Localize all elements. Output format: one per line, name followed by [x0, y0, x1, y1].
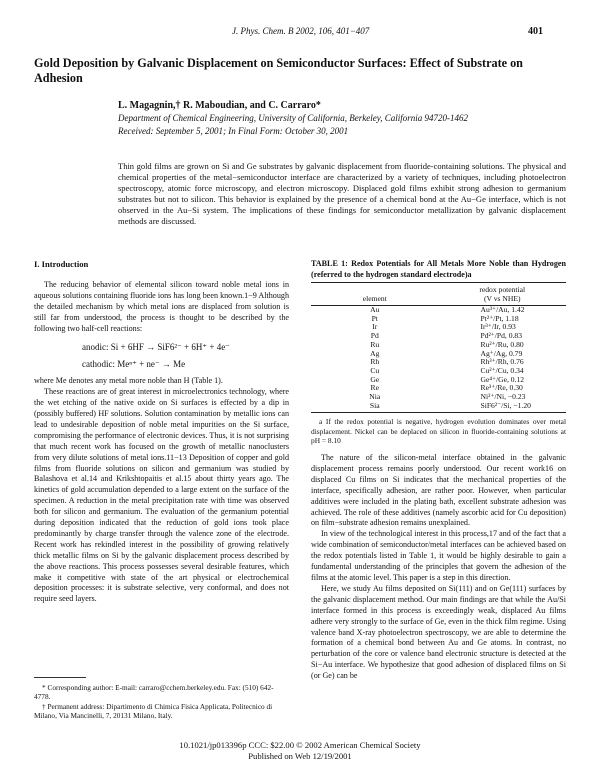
running-header: [0, 26, 600, 40]
footnote-permanent-address: † Permanent address: Dipartimento di Chimica Fisica Applicata, Politecnico di Milano, Via Mancinelli, 7, 20131 Milano, Italy.: [34, 701, 273, 720]
table-cell-element: Ag: [370, 348, 380, 358]
intro-paragraph-3: These reactions are of great interest in microelectronics technology, where the wet etching of the native oxide on Si surfaces is effected by a dip in (possibly buffered) HF solutions. Solution contamination by metallic ions can lead to undesirable deposition of noble metal impurities on the Si surface, compromising the performance of electronic devices. Thus, it is not surprising that much recent work has focused on the growth of metallic nanoclusters from very dilute solutions of metal ions.11−13 Deposition of copper and gold films from fluoride solutions on silicon and germanium was studied by Balashova et al.14 and Krikshtopaitis et al.15 about thirty years ago. The kinetics of gold accumulation depended to a large extent on the surface of the specimen. A reduction in the metal precipitation rate with time was observed both for silicon and germanium. The evaluation of the germanium potential during deposition indicated that the reduction of gold ions took place predominantly by charge transfer through the valence zone of the electrode. Recent work has rekindled interest in the possibility of growing relatively thick metallic films on Si by the galvanic displacement process described by the above reactions. This process possesses several desirable features, which make it competitive with state of the art physical or electrochemical deposition processes: it is substrate selective, very conformal, and does not require seed layers.: [34, 387, 289, 604]
table-cell-element: Cu: [370, 365, 380, 375]
right-paragraph-1: The nature of the silicon-metal interface obtained in the galvanic displacement process remains poorly understood. Our recent work16 on displaced Cu films on Si indicates that the mechanical properties of the interface, specifically adhesion, are rather poor. However, when particular additives were included in the plating bath, excellent substrate adhesion was achieved. The role of these additives (namely ascorbic acid for Cu deposition) on film−substrate adhesion remains unexplained.: [311, 453, 566, 528]
author-list: L. Magagnin,† R. Maboudian, and C. Carraro*: [118, 100, 321, 111]
doi-copyright-line: 10.1021/jp013396p CCC: $22.00 © 2002 American Chemical Society: [179, 740, 421, 750]
footnotes: [34, 683, 289, 720]
left-column: [34, 259, 289, 605]
table-cell-potential: Ir³⁺/Ir, 0.93: [480, 322, 516, 332]
table-row: [311, 350, 566, 359]
journal-citation: J. Phys. Chem. B 2002, 106, 401−407: [232, 26, 370, 36]
table-cell-element: Ge: [370, 374, 380, 384]
table-cell-element: Ir: [372, 322, 378, 332]
table-caption: TABLE 1: Redox Potentials for All Metals More Noble than Hydrogen (referred to the hydrogen standard electrode)a: [311, 259, 566, 279]
affiliation: Department of Chemical Engineering, University of California, Berkeley, California 94720-1462: [118, 113, 468, 123]
table-cell-potential: Pt²⁺/Pt, 1.18: [480, 313, 519, 323]
half-cell-equations: [34, 342, 289, 370]
table-row: [311, 402, 566, 413]
table-cell-element: Pt: [371, 313, 378, 323]
table-cell-potential: Ni²⁺/Ni, −0.23: [480, 392, 526, 402]
table-row: [311, 367, 566, 376]
right-paragraph-3: Here, we study Au films deposited on Si(111) and on Ge(111) surfaces by the galvanic displacement method. Our main findings are that while the Au/Si interface formed in this process is exceedingly weak, displaced Au films adhere very strongly to the surface of Ge, even in the thick film regime. Using valence band X-ray photoelectron spectroscopy, we are able to determine the formation of a chemical bond between Au and Ge atoms. In contrast, no perturbation of the core or valence band electronic structure is detected at the Si−Au interface. We hypothesize that good adhesion of displaced films on Si (or Ge) can be: [311, 583, 566, 681]
footnote-corresponding-author: * Corresponding author: E-mail: carraro@cchem.berkeley.edu. Fax: (510) 642-4778.: [34, 683, 274, 702]
table-header-element: element: [311, 283, 439, 306]
table-cell-element: Au: [370, 305, 380, 314]
table-row: [311, 341, 566, 350]
table-row: [311, 384, 566, 393]
table-body: [311, 306, 566, 413]
table-cell-potential: Ru²⁺/Ru, 0.80: [480, 339, 524, 349]
section-heading-introduction: I. Introduction: [34, 259, 89, 269]
intro-paragraph-1: The reducing behavior of elemental silicon toward noble metal ions in aqueous solutions containing fluoride ions has long been known.1−9 Although the detailed mechanism by which metal ions are displaced from solution is still far from understood, the process is thought to be described by the following two half-cell reactions:: [34, 279, 289, 333]
table-row: [311, 323, 566, 332]
table-header-potential-line1: redox potential: [479, 285, 526, 294]
table-cell-element: Ru: [370, 339, 380, 349]
right-column: [311, 259, 566, 682]
page-number: 401: [528, 26, 543, 37]
table-cell-potential: Pd²⁺/Pd, 0.83: [480, 331, 523, 341]
received-dates: Received: September 5, 2001; In Final Form: October 30, 2001: [118, 126, 349, 136]
table-cell-potential: Cu²⁺/Cu, 0.34: [480, 365, 524, 375]
footnote-rule: [34, 677, 86, 678]
table-cell-element: Pd: [370, 331, 379, 341]
article-title: Gold Deposition by Galvanic Displacement on Semiconductor Surfaces: Effect of Substrate on Adhesion: [34, 56, 523, 85]
redox-potential-table: [311, 282, 566, 413]
table-cell-potential: Rh³⁺/Rh, 0.76: [480, 357, 524, 367]
page-footer: [0, 740, 600, 762]
table-row: [311, 332, 566, 341]
table-note: a If the redox potential is negative, hydrogen evolution dominates over metal displacement. Nickel can be deplaced on silicon in fluoride-containing solutions at pH = 8.10: [311, 417, 566, 445]
table-cell-element: Sia: [311, 402, 439, 413]
table-row: [311, 306, 566, 315]
table-row: [311, 376, 566, 385]
table-cell-element: Re: [370, 383, 379, 393]
table-cell-element: Nia: [369, 392, 381, 402]
table-header-potential: [439, 283, 567, 306]
equation-anodic: anodic: Si + 6HF → SiF6²⁻ + 6H⁺ + 4e⁻: [82, 342, 230, 353]
table-row: [311, 315, 566, 324]
table-cell-potential: Au³⁺/Au, 1.42: [480, 305, 525, 314]
intro-paragraph-2: where Me denotes any metal more noble than H (Table 1).: [34, 376, 223, 386]
table-cell-potential: Re³⁺/Re, 0.30: [480, 383, 523, 393]
equation-cathodic: cathodic: Meⁿ⁺ + ne⁻ → Me: [82, 359, 186, 370]
published-date-line: Published on Web 12/19/2001: [248, 751, 352, 761]
right-paragraph-2: In view of the technological interest in this process,17 and of the fact that a wide combination of semiconductor/metal interfaces can be achieved based on the redox potentials listed in Table 1, it would be highly desirable to gain a fundamental understanding of the principles that govern the adhesion of the films at the atomic level. This paper is a step in this direction.: [311, 529, 566, 583]
table-cell-potential: SiF6²⁻/Si, −1.20: [439, 402, 567, 413]
table-cell-potential: Ag⁺/Ag, 0.79: [480, 348, 523, 358]
table-row: [311, 358, 566, 367]
table-cell-potential: Ge⁴⁺/Ge, 0.12: [480, 374, 525, 384]
table-header-potential-line2: (V vs NHE): [483, 294, 521, 303]
abstract: Thin gold films are grown on Si and Ge substrates by galvanic displacement from fluoride-containing solutions. The physical and chemical properties of the metal−semiconductor interface are characterized by a variety of techniques, including photoelectron spectroscopy, atomic force microscopy, and electron microscopy. Displaced gold films exhibit strong adhesion to germanium substrates but not to silicon. This behavior is explained by the presence of a chemical bond at the Au−Ge interface, which is not observed in the Au−Si system. The implications of these findings for semiconductor metallization by galvanic displacement methods are discussed.: [118, 161, 566, 227]
table-cell-element: Rh: [370, 357, 380, 367]
